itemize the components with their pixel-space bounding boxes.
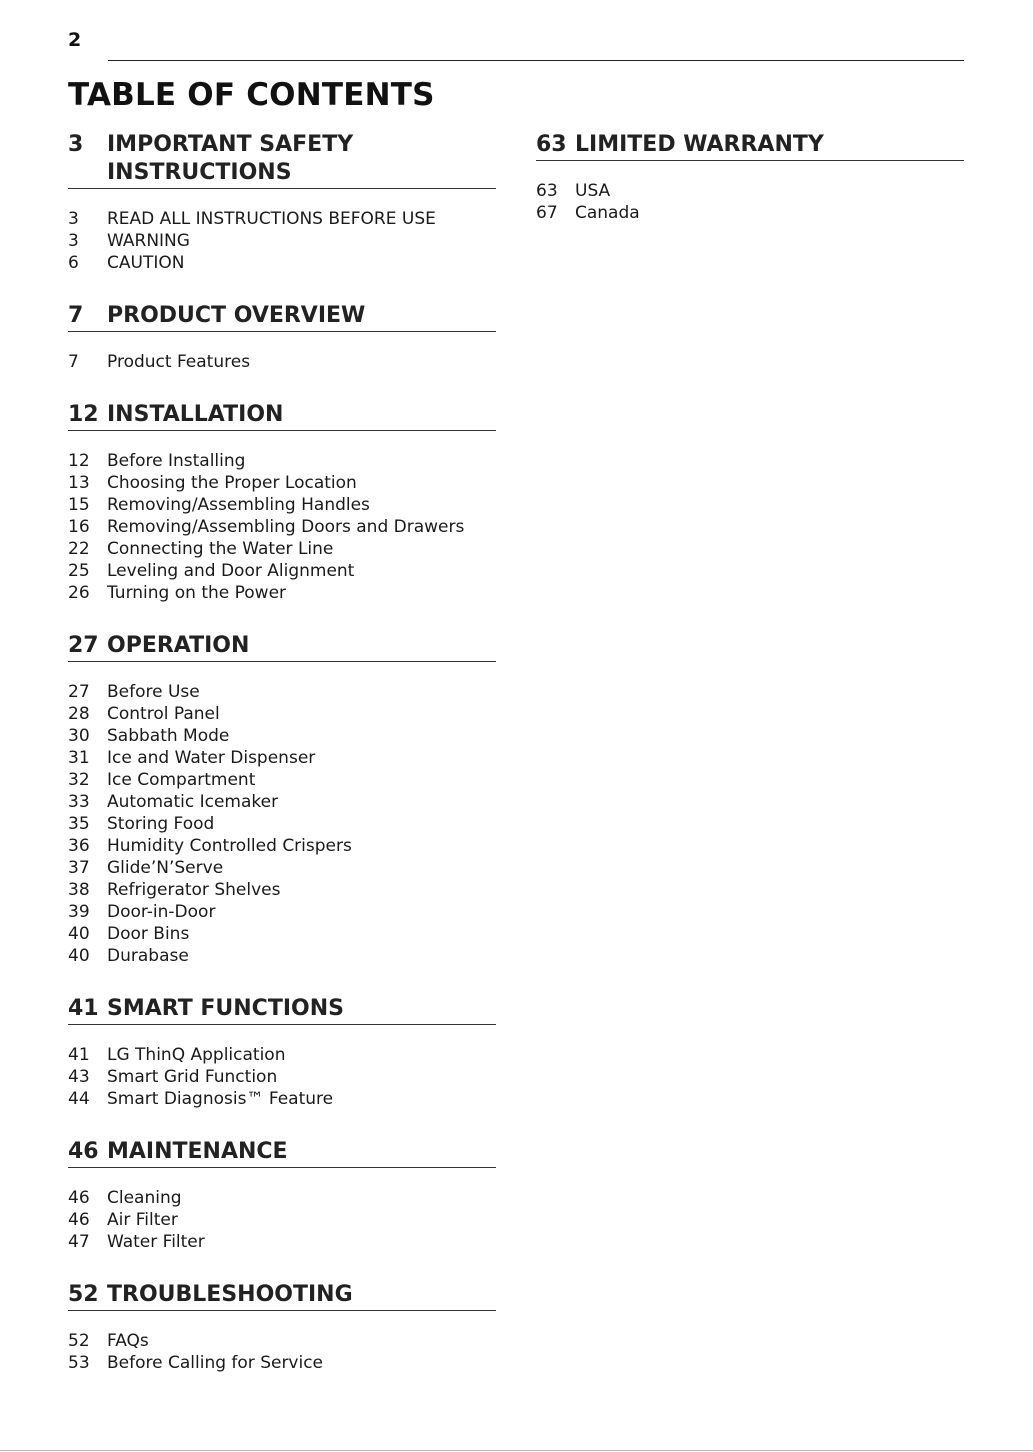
entry-page-number: 63 [536, 181, 558, 201]
toc-section [68, 1281, 496, 1374]
entry-page-number: 52 [68, 1331, 90, 1351]
toc-entry[interactable] [68, 538, 496, 560]
section-heading[interactable] [68, 302, 496, 332]
toc-section [68, 632, 496, 967]
entry-title: Before Installing [107, 451, 246, 471]
section-title: INSTALLATION [107, 402, 284, 427]
section-heading[interactable] [68, 401, 496, 431]
entry-title: Connecting the Water Line [107, 539, 334, 559]
entry-title: Door Bins [107, 924, 190, 944]
toc-left-column [68, 131, 496, 1402]
toc-entry[interactable] [68, 769, 496, 791]
entry-page-number: 27 [68, 682, 90, 702]
entry-page-number: 22 [68, 539, 90, 559]
toc-entry[interactable] [68, 472, 496, 494]
entry-list [68, 1311, 496, 1374]
entry-title: Cleaning [107, 1188, 182, 1208]
section-page-number: 41 [68, 996, 99, 1021]
entry-page-number: 3 [68, 209, 79, 229]
section-heading[interactable] [68, 632, 496, 662]
entry-title: Removing/Assembling Doors and Drawers [107, 517, 465, 537]
toc-section [68, 995, 496, 1110]
entry-page-number: 44 [68, 1089, 90, 1109]
entry-page-number: 7 [68, 352, 79, 372]
entry-title: Leveling and Door Alignment [107, 561, 355, 581]
section-heading[interactable] [68, 1281, 496, 1311]
entry-title: WARNING [107, 231, 190, 251]
entry-title: Air Filter [107, 1210, 178, 1230]
toc-entry[interactable] [68, 208, 496, 230]
section-heading[interactable] [68, 1138, 496, 1168]
entry-page-number: 37 [68, 858, 90, 878]
entry-title: Storing Food [107, 814, 215, 834]
entry-title: Smart Diagnosis™ Feature [107, 1089, 334, 1109]
toc-entry[interactable] [68, 516, 496, 538]
toc-entry[interactable] [536, 202, 964, 224]
toc-entry[interactable] [68, 747, 496, 769]
toc-title: TABLE OF CONTENTS [68, 77, 435, 113]
entry-title: Durabase [107, 946, 189, 966]
section-page-number: 27 [68, 633, 99, 658]
section-page-number: 3 [68, 132, 84, 157]
toc-entry[interactable] [68, 252, 496, 274]
entry-list [536, 161, 964, 224]
toc-entry[interactable] [68, 1231, 496, 1253]
entry-title: Automatic Icemaker [107, 792, 279, 812]
entry-page-number: 26 [68, 583, 90, 603]
section-title: SMART FUNCTIONS [107, 996, 344, 1021]
section-page-number: 52 [68, 1282, 99, 1307]
page-bottom-rule [0, 1450, 1033, 1451]
entry-title: Before Calling for Service [107, 1353, 324, 1373]
section-page-number: 12 [68, 402, 99, 427]
toc-entry[interactable] [68, 813, 496, 835]
entry-title: Control Panel [107, 704, 220, 724]
entry-title: Removing/Assembling Handles [107, 495, 370, 515]
entry-page-number: 36 [68, 836, 90, 856]
entry-page-number: 13 [68, 473, 90, 493]
section-title: IMPORTANT SAFETY INSTRUCTIONS [107, 132, 354, 185]
toc-entry[interactable] [68, 450, 496, 472]
section-page-number: 46 [68, 1139, 99, 1164]
toc-section [68, 302, 496, 373]
entry-title: Glide’N’Serve [107, 858, 224, 878]
entry-title: Ice Compartment [107, 770, 256, 790]
header-rule [108, 60, 964, 61]
entry-page-number: 41 [68, 1045, 90, 1065]
section-page-number: 7 [68, 303, 84, 328]
entry-list [68, 189, 496, 274]
toc-entry[interactable] [68, 230, 496, 252]
entry-page-number: 33 [68, 792, 90, 812]
toc-entry[interactable] [68, 923, 496, 945]
toc-entry[interactable] [68, 901, 496, 923]
entry-title: Before Use [107, 682, 200, 702]
toc-entry[interactable] [68, 1088, 496, 1110]
entry-title: Turning on the Power [107, 583, 287, 603]
entry-page-number: 31 [68, 748, 90, 768]
toc-entry[interactable] [68, 945, 496, 967]
section-heading[interactable] [536, 131, 964, 161]
toc-entry[interactable] [68, 835, 496, 857]
entry-page-number: 12 [68, 451, 90, 471]
entry-page-number: 15 [68, 495, 90, 515]
toc-entry[interactable] [68, 725, 496, 747]
entry-page-number: 46 [68, 1210, 90, 1230]
entry-title: Product Features [107, 352, 251, 372]
entry-page-number: 39 [68, 902, 90, 922]
entry-page-number: 40 [68, 924, 90, 944]
entry-list [68, 1168, 496, 1253]
entry-title: LG ThinQ Application [107, 1045, 286, 1065]
entry-page-number: 3 [68, 231, 79, 251]
toc-right-column [536, 131, 964, 252]
entry-title: FAQs [107, 1331, 149, 1351]
section-heading[interactable] [68, 995, 496, 1025]
entry-page-number: 32 [68, 770, 90, 790]
toc-entry[interactable] [68, 1044, 496, 1066]
entry-title: Smart Grid Function [107, 1067, 278, 1087]
entry-title: Water Filter [107, 1232, 205, 1252]
section-page-number: 63 [536, 132, 567, 157]
toc-entry[interactable] [68, 681, 496, 703]
toc-section [68, 1138, 496, 1253]
toc-entry[interactable] [536, 180, 964, 202]
toc-entry[interactable] [68, 879, 496, 901]
toc-entry[interactable] [68, 582, 496, 604]
entry-title: Sabbath Mode [107, 726, 230, 746]
entry-page-number: 46 [68, 1188, 90, 1208]
entry-title: READ ALL INSTRUCTIONS BEFORE USE [107, 209, 436, 229]
section-title: PRODUCT OVERVIEW [107, 303, 366, 328]
section-title: TROUBLESHOOTING [107, 1282, 353, 1307]
entry-title: CAUTION [107, 253, 185, 273]
entry-list [68, 431, 496, 604]
entry-page-number: 38 [68, 880, 90, 900]
toc-section [536, 131, 964, 224]
entry-page-number: 35 [68, 814, 90, 834]
entry-page-number: 47 [68, 1232, 90, 1252]
entry-list [68, 1025, 496, 1110]
section-heading[interactable] [68, 131, 496, 189]
toc-entry[interactable] [68, 1187, 496, 1209]
entry-page-number: 6 [68, 253, 79, 273]
entry-list [68, 662, 496, 967]
toc-entry[interactable] [68, 857, 496, 879]
entry-title: Humidity Controlled Crispers [107, 836, 352, 856]
entry-page-number: 16 [68, 517, 90, 537]
toc-entry[interactable] [68, 1066, 496, 1088]
section-title: OPERATION [107, 633, 250, 658]
toc-entry[interactable] [68, 1209, 496, 1231]
page-number: 2 [68, 29, 82, 51]
toc-section [68, 401, 496, 604]
entry-page-number: 28 [68, 704, 90, 724]
entry-page-number: 53 [68, 1353, 90, 1373]
entry-page-number: 25 [68, 561, 90, 581]
entry-page-number: 40 [68, 946, 90, 966]
toc-entry[interactable] [68, 1330, 496, 1352]
toc-entry[interactable] [68, 703, 496, 725]
entry-title: Ice and Water Dispenser [107, 748, 316, 768]
entry-title: Refrigerator Shelves [107, 880, 281, 900]
entry-list [68, 332, 496, 373]
entry-page-number: 67 [536, 203, 558, 223]
entry-title: USA [575, 181, 611, 201]
entry-title: Door-in-Door [107, 902, 216, 922]
toc-entry[interactable] [68, 351, 496, 373]
toc-section [68, 131, 496, 274]
toc-entry[interactable] [68, 791, 496, 813]
section-title: LIMITED WARRANTY [575, 132, 824, 157]
entry-page-number: 30 [68, 726, 90, 746]
section-title: MAINTENANCE [107, 1139, 288, 1164]
toc-entry[interactable] [68, 1352, 496, 1374]
entry-title: Canada [575, 203, 640, 223]
entry-title: Choosing the Proper Location [107, 473, 357, 493]
toc-entry[interactable] [68, 494, 496, 516]
entry-page-number: 43 [68, 1067, 90, 1087]
toc-entry[interactable] [68, 560, 496, 582]
